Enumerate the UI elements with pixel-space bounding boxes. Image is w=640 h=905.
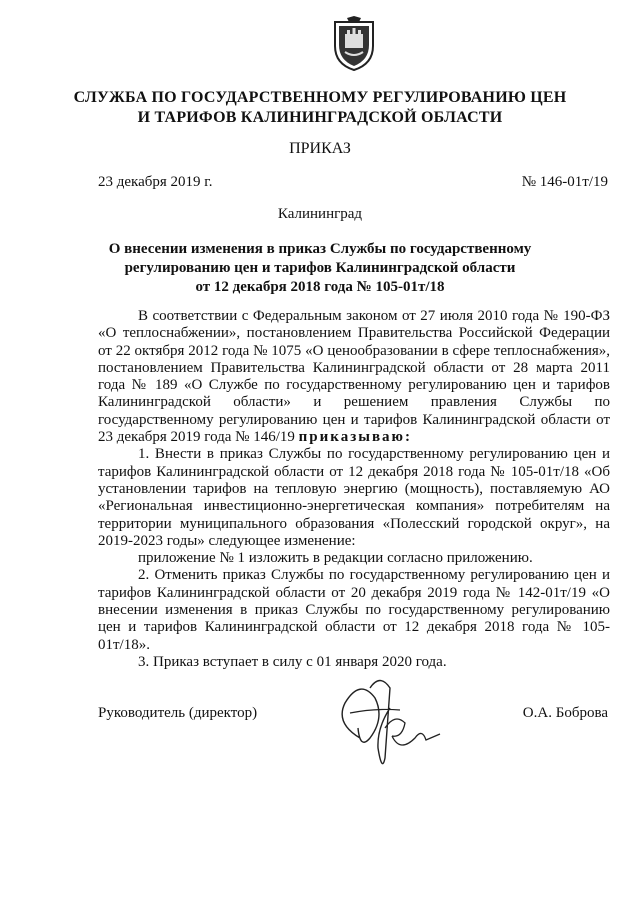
- order-body: [98, 308, 610, 671]
- order-number: № 146-01т/19: [521, 174, 608, 190]
- preamble-text: В соответствии с Федеральным законом от 27 июля 2010 года № 190-ФЗ «О теплоснабжении», постановлением Правительства Российской Федерации от 22 октября 2012 года № 1075 «О ценообразовании в сфере теплоснабжения», постановлением Правительства Калининградской области от 28 марта 2011 года № 189 «О Службе по государственному регулированию цен и тарифов Калининградской области» и решением правления Службы по государственному регулированию цен и тарифов Калининградской области от 23 декабря 2019 года № 146/19: [98, 308, 610, 446]
- item-3: 3. Приказ вступает в силу с 01 января 2020 года.: [138, 653, 447, 670]
- subject-line2: регулированию цен и тарифов Калининградской области: [124, 260, 516, 276]
- item-2: 2. Отменить приказ Службы по государственному регулированию цен и тарифов Калининградской области от 20 декабря 2019 года № 142-01т/19 «О внесении изменения в приказ Службы по государственному регулированию цен и тарифов Калининградской области от 12 декабря 2018 года № 105-01т/18».: [98, 567, 610, 653]
- order-word: приказываю:: [298, 429, 412, 446]
- preamble-paragraph: [98, 308, 610, 446]
- org-name-line2: И ТАРИФОВ КАЛИНИНГРАДСКОЙ ОБЛАСТИ: [137, 109, 503, 126]
- order-date: 23 декабря 2019 г.: [98, 174, 213, 190]
- item-1-change: приложение № 1 изложить в редакции согласно приложению.: [138, 550, 533, 567]
- city: Калининград: [277, 206, 363, 222]
- signatory-name: О.А. Боброва: [522, 705, 608, 721]
- coat-of-arms-icon: [331, 16, 377, 72]
- document-type: ПРИКАЗ: [289, 140, 351, 157]
- subject-line3: от 12 декабря 2018 года № 105-01т/18: [195, 279, 445, 295]
- handwritten-signature: [330, 668, 450, 778]
- signatory-role: Руководитель (директор): [98, 705, 258, 721]
- item-1: 1. Внести в приказ Службы по государственному регулированию цен и тарифов Калининградской области от 12 декабря 2018 года № 105-01т/18 «Об установлении тарифов на тепловую энергию (мощность), поставляемую АО «Региональная инвестиционно-энергетическая компания» потребителям на территории муниципального образования «Полесский городской округ», на 2019-2023 годы» следующее изменение:: [98, 446, 610, 549]
- org-name-line1: СЛУЖБА ПО ГОСУДАРСТВЕННОМУ РЕГУЛИРОВАНИЮ ЦЕН: [73, 89, 567, 106]
- subject-line1: О внесении изменения в приказ Службы по государственному: [108, 241, 532, 257]
